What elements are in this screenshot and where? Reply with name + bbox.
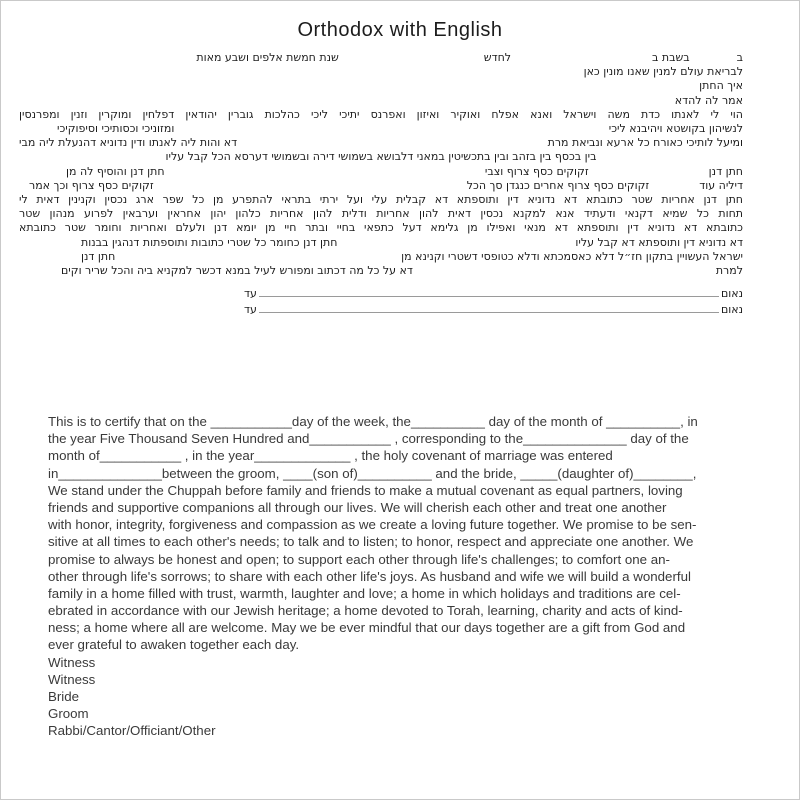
- english-line: other through life's sorrows; to share with each other life's joys. As husband and wife we will build a wonderful: [48, 568, 691, 584]
- witness-label: Witness: [48, 671, 96, 687]
- hebrew-chunk: זקוקים כסף צרוף וצבי: [484, 164, 589, 178]
- hebrew-chunk: למרת: [715, 263, 743, 277]
- english-line: ebrated in accordance with our Jewish heritage; a home devoted to Torah, learning, charity and acts of kind-: [48, 603, 683, 619]
- hebrew-chunk: דא על כל מה דכתוב ומפורש לעיל במנא דכשר למקניא ביה והכל שריר וקים: [61, 263, 413, 277]
- witness-label: Witness: [48, 654, 96, 670]
- hebrew-chunk: ב: [736, 51, 743, 64]
- hebrew-chunk: חתן דנן: [708, 164, 743, 178]
- witness-signature-row: [19, 287, 743, 303]
- hebrew-line-surety-3: כתובתא דא נדוניא דין ותוספתא דא מנאי ואפילו מן גלימא דעל כתפאי בחיי ובתר חיי מן יומא דנן ולעלם ואחריות וחומר שטר כתובתא: [19, 221, 743, 235]
- hebrew-ketubah-text: [19, 51, 743, 319]
- english-line: promise to always be honest and open; to support each other through life's challenges; to comfort one an-: [48, 551, 670, 567]
- hebrew-chunk: לנשיהון בקושטא ויהיבנא ליכי: [608, 121, 743, 135]
- hebrew-chunk: ומזוניכי וכסותיכי וסיפוקיכי: [57, 121, 175, 135]
- hebrew-chunk: חתן דנן: [81, 249, 116, 263]
- english-line: in______________between the groom, ____(son of)__________ and the bride, _____(daughter of)________,: [48, 465, 697, 481]
- english-line: We stand under the Chuppah before family and friends to make a mutual covenant as equal partners, loving: [48, 482, 683, 498]
- hebrew-chunk: ישראל העשויין בתקון חז״ל דלא כאסמכתא ודלא כטופסי דשטרי וקנינא מן: [401, 249, 743, 263]
- english-line: friends and supportive companions all through our lives. We will cherish each other and treat one another: [48, 499, 667, 515]
- hebrew-line-zekukim-2: [19, 179, 743, 193]
- hebrew-chunk: דא והות ליה לאנתו ודין נדוניא דהנעלת ליה מבי: [19, 136, 238, 150]
- signature-rule: [259, 287, 719, 297]
- hebrew-chunk: דיליה עוד: [699, 178, 743, 192]
- english-line: ever grateful to awaken together each day.: [48, 637, 300, 653]
- signature-speech-label: נאום: [720, 303, 743, 317]
- hebrew-line-vow: הוי לי לאנתו כדת משה וישראל ואנא אפלח ואוקיר ואיזון ואפרנס יתיכי ליכי כהלכות גוברין יהודאין דפלחין ומוקרין וזנין ומפרנסין: [19, 107, 743, 121]
- english-line: family in a home filled with trust, warmth, laughter and love; a home in which holidays and traditions are cel-: [48, 585, 681, 601]
- hebrew-line-bride: [19, 136, 743, 150]
- hebrew-line-zekukim-1: [19, 165, 743, 179]
- hebrew-line-kinyan: [19, 250, 743, 264]
- hebrew-chunk: ומיעל לותיכי כאורח כל ארעא ונביאת מרת: [547, 136, 743, 150]
- witness-word-label: עד: [244, 303, 257, 317]
- signature-rule: [259, 303, 719, 313]
- english-ketubah-text: [48, 413, 698, 740]
- witness-signature-row: [19, 303, 743, 319]
- hebrew-chunk: חתן דנן כחומר כל שטרי כתובות ותוספתות דנהגין בבנות: [81, 235, 338, 249]
- witness-word-label: עד: [244, 287, 257, 301]
- english-line: with honor, integrity, forgiveness and compassion as we create a loving future together. We promise to be sen-: [48, 517, 697, 533]
- hebrew-line-date: [19, 51, 743, 65]
- bride-label: Bride: [48, 689, 80, 704]
- english-line: ness; a home where all are welcome. May we be ever mindful that our days together are a gift from God and: [48, 620, 686, 636]
- english-line: sitive at all times to each other's needs; to talk and to listen; to honor, respect and appreciate one another. We: [48, 534, 694, 550]
- hebrew-chunk: שנת חמשת אלפים ושבע מאות: [196, 51, 339, 64]
- hebrew-chunk: זקוקים כסף צרוף וכך אמר: [29, 178, 154, 192]
- hebrew-chunk: לחדש: [483, 51, 512, 64]
- hebrew-chunk: זקוקים כסף צרוף אחרים כנגדן סך הכל: [466, 178, 650, 192]
- hebrew-line-surety-1: חתן דנן אחריות שטר כתובתא דא נדוניא דין ותוספתא דא קבלית עלי ועל ירתי בתראי להתפרע מן כל שפר ארג נכסין וקנינין דאית לי: [19, 192, 743, 206]
- english-line: This is to certify that on the ___________day of the week, the__________ day of the month of __________, in: [48, 414, 698, 429]
- hebrew-chunk: דא נדוניא דין ותוספתא דא קבל עליו: [575, 235, 743, 249]
- english-line: the year Five Thousand Seven Hundred and___________ , corresponding to the______________ day of the: [48, 431, 689, 447]
- hebrew-line-surety-2: תחות כל שמיא דקנאי ודעתיד אנא למקנא נכסין דאית להון אחריות ודלית להון אחריות כלהון יהון אחראין וערבאין לפרוע מנהון שטר: [19, 207, 743, 221]
- english-line: month of___________ , in the year_____________ , the holy covenant of marriage was entered: [48, 448, 613, 464]
- hebrew-line-support: [19, 122, 743, 136]
- hebrew-line-said: אמר לה להדא: [674, 93, 743, 107]
- hebrew-chunk: חתן דנן והוסיף לה מן: [66, 164, 165, 178]
- hebrew-line-dowry: בין בכסף בין בזהב ובין בתכשיטין במאני דלבושא בשמושי דירה ובשמושי דערסא הכל קבל עליו: [165, 150, 597, 164]
- page-title: Orthodox with English: [297, 19, 503, 41]
- hebrew-line-groom: איך החתן: [699, 79, 743, 93]
- signature-speech-label: נאום: [720, 287, 743, 301]
- hebrew-chunk: בשבת ב: [652, 51, 690, 64]
- hebrew-line-accepted: [19, 236, 743, 250]
- hebrew-line-final: [19, 264, 743, 278]
- officiant-label: Rabbi/Cantor/Officiant/Other: [48, 723, 216, 739]
- hebrew-line-creation: לבריאת עולם למנין שאנו מונין כאן: [583, 65, 743, 79]
- groom-label: Groom: [48, 706, 89, 722]
